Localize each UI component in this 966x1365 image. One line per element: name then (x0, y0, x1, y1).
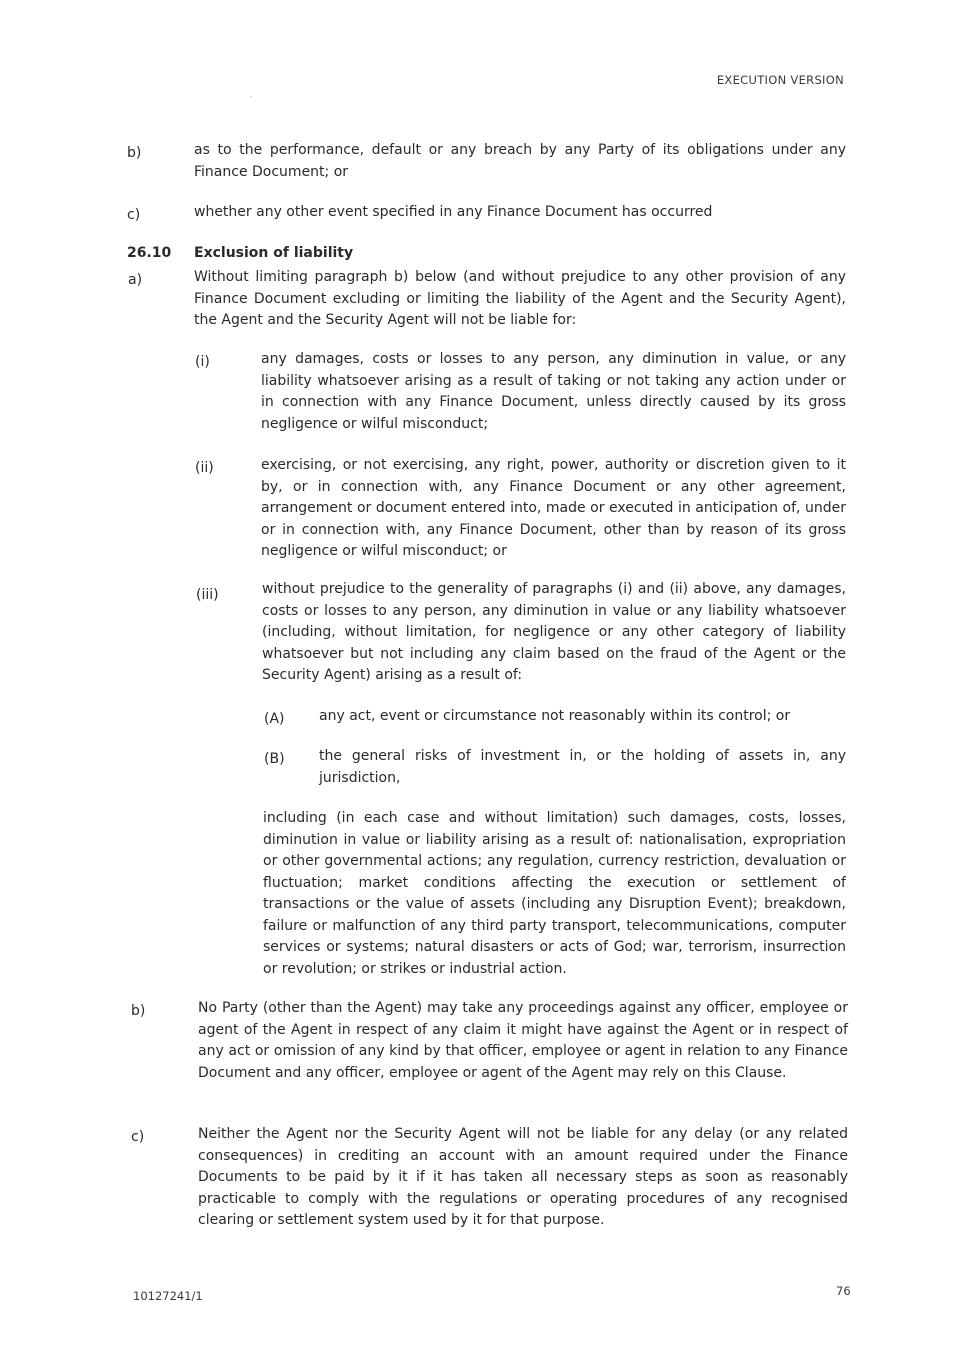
section-title: Exclusion of liability (194, 245, 354, 261)
subsubitem-text-a: any act, event or circumstance not reasonably within its control; or (319, 708, 791, 724)
para-b-text: No Party (other than the Agent) may take any proceedings against any officer, employee or agent of the Agent in respect of any claim it might have against the Agent or in respect of any act or omission of any kind by that officer, employee or agent in relation to any Finance Document and any officer, employee or agent of the Agent may rely on this Clause. (198, 1000, 848, 1081)
scan-speck (250, 96, 252, 97)
subitem-label-ii: (ii) (195, 460, 214, 476)
para-a-label: a) (128, 272, 143, 288)
subitem-text-ii: exercising, or not exercising, any right, power, authority or discretion given to it by, or in connection with, any Finance Document or any other agreement, arrangement or document entered into, made or executed in anticipation of, under or in connection with, any Finance Document, other than by reason of its gross negligence or wilful misconduct; or (261, 457, 846, 559)
document-reference: 10127241/1 (133, 1289, 203, 1303)
item-text-c: whether any other event specified in any Finance Document has occurred (194, 204, 713, 220)
subitem-label-iii: (iii) (196, 587, 219, 603)
subsubitem-label-a: (A) (264, 711, 285, 727)
subitem-text-i: any damages, costs or losses to any person, any diminution in value, or any liability whatsoever arising as a result of taking or not taking any action under or in connection with any Finance Document, unless directly caused by its gross negligence or wilful misconduct; (261, 351, 846, 432)
para-a-text: Without limiting paragraph b) below (and without prejudice to any other provision of any Finance Document excluding or limiting the liability of the Agent and the Security Agent), the Agent and the Security Agent will not be liable for: (194, 269, 846, 328)
subsubitem-label-b: (B) (264, 751, 285, 767)
para-c-label: c) (131, 1129, 145, 1145)
para-b-label: b) (131, 1003, 146, 1019)
page-number: 76 (836, 1284, 851, 1298)
item-label-c: c) (127, 207, 141, 223)
execution-version-header: EXECUTION VERSION (716, 73, 844, 87)
section-number: 26.10 (127, 245, 172, 261)
item-text-b: as to the performance, default or any breach by any Party of its obligations under any Finance Document; or (194, 142, 846, 180)
para-c-text: Neither the Agent nor the Security Agent will not be liable for any delay (or any related consequences) in crediting an account with an amount required under the Finance Documents to be paid by it if it has taken all necessary steps as soon as reasonably practicable to comply with the regulations or operating procedures of any recognised clearing or settlement system used by it for that purpose. (198, 1126, 848, 1228)
subitem-text-iii: without prejudice to the generality of paragraphs (i) and (ii) above, any damages, costs or losses to any person, any diminution in value or any liability whatsoever (including, without limitation, for negligence or any other category of liability whatsoever but not including any claim based on the fraud of the Agent or the Security Agent) arising as a result of: (262, 581, 846, 683)
subitem-label-i: (i) (195, 354, 210, 370)
item-label-b: b) (127, 145, 142, 161)
including-paragraph: including (in each case and without limitation) such damages, costs, losses, diminution in value or liability arising as a result of: nationalisation, expropriation or other governmental actions; any regulation, currency restriction, devaluation or fluctuation; market conditions affecting the execution or settlement of transactions or the value of assets (including any Disruption Event); breakdown, failure or malfunction of any third party transport, telecommunications, computer services or systems; natural disasters or acts of God; war, terrorism, insurrection or revolution; or strikes or industrial action. (263, 810, 846, 977)
subsubitem-text-b: the general risks of investment in, or the holding of assets in, any jurisdiction, (319, 748, 846, 786)
